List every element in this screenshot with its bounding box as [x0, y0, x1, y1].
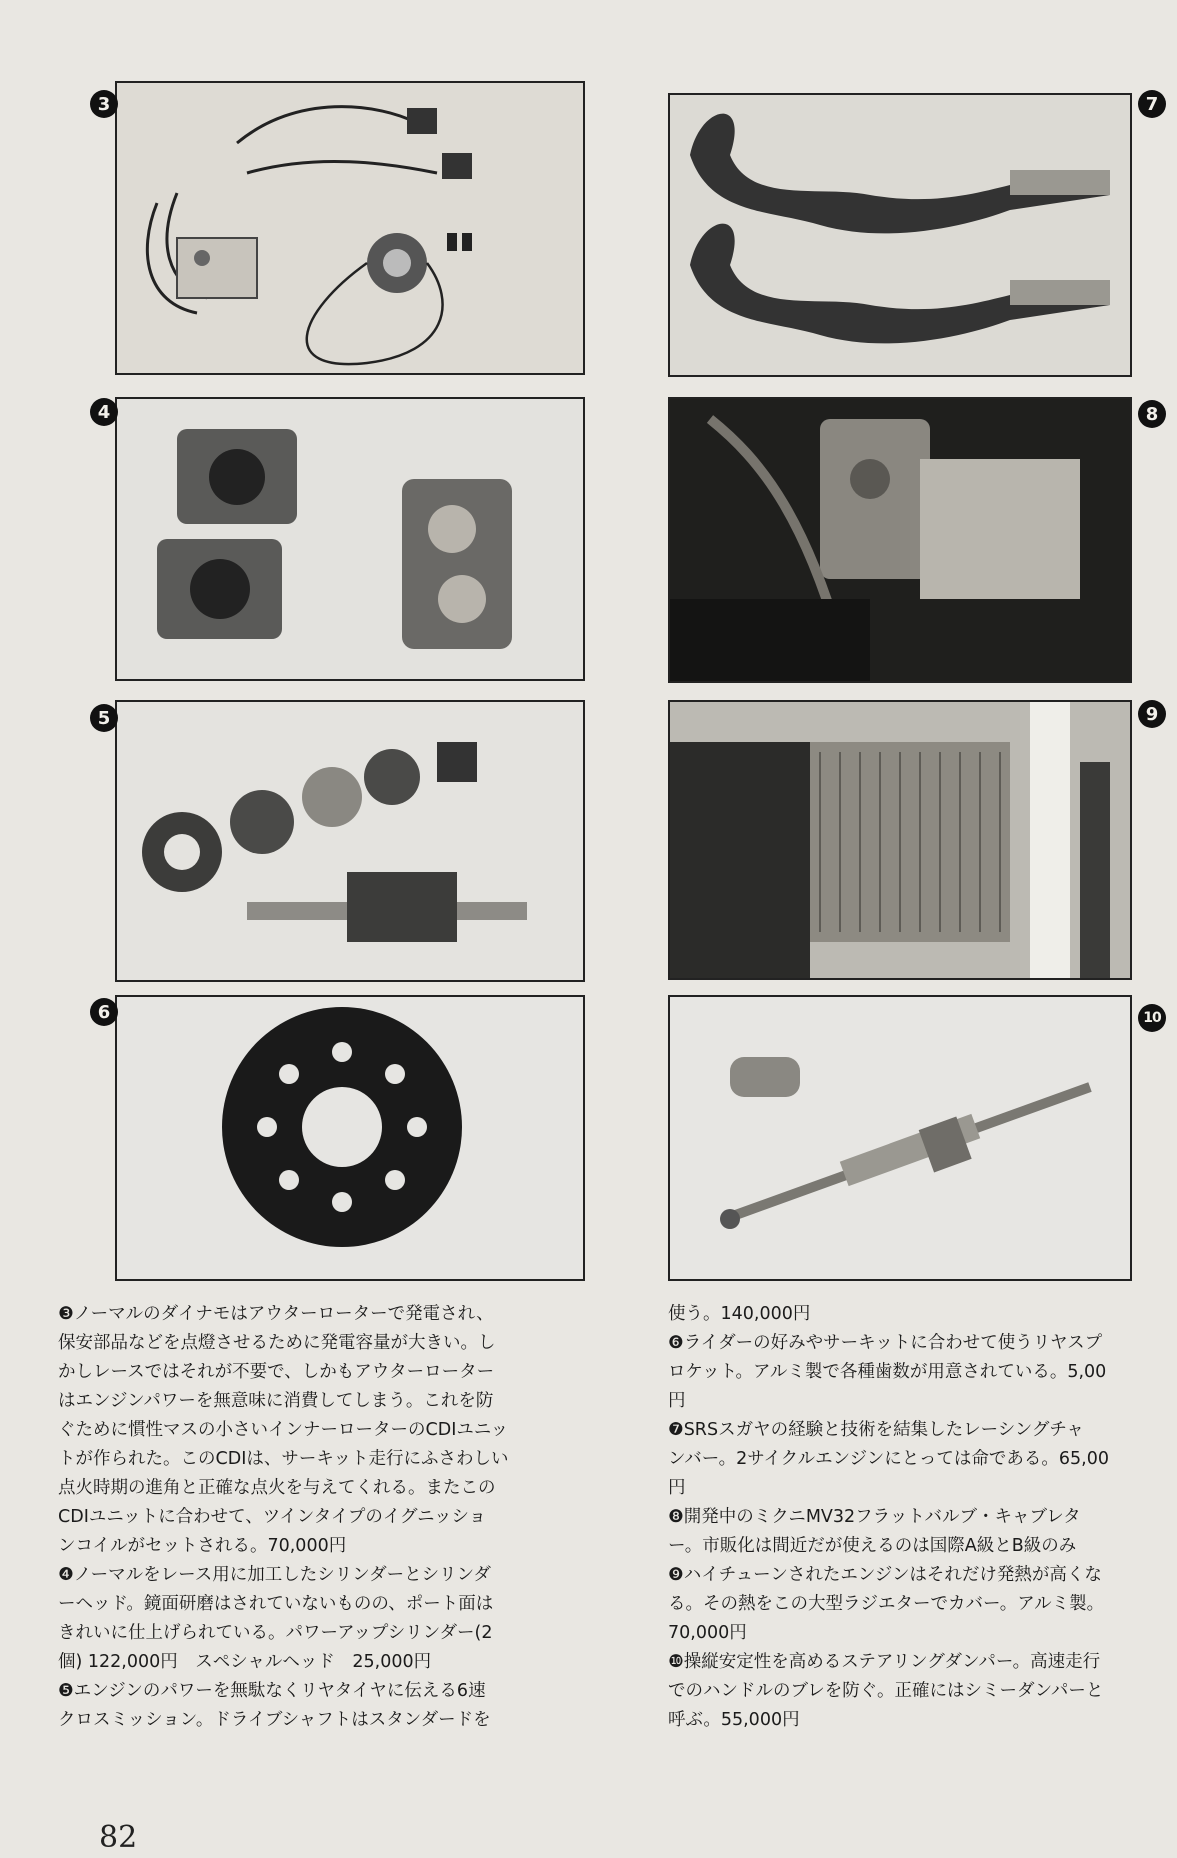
- badge-5: 5: [90, 704, 118, 732]
- caption-line: ー。市販化は間近だが使えるのは国際A級とB級のみ: [668, 1536, 1077, 1556]
- exhaust-chambers-illustration: [670, 95, 1130, 375]
- caption-line: ❻ライダーの好みやサーキットに合わせて使うリヤスプ: [668, 1333, 1103, 1353]
- caption-line: ❼SRSスガヤの経験と技術を結集したレーシングチャ: [668, 1420, 1084, 1440]
- caption-line: 使う。140,000円: [668, 1304, 811, 1324]
- caption-line: CDIユニットに合わせて、ツインタイプのイグニッショ: [58, 1507, 487, 1527]
- caption-line: ❹ノーマルをレース用に加工したシリンダーとシリンダ: [58, 1565, 491, 1585]
- caption-line: ーヘッド。鏡面研磨はされていないものの、ポート面は: [58, 1594, 494, 1614]
- caption-line: はエンジンパワーを無意味に消費してしまう。これを防: [58, 1391, 494, 1411]
- caption-line: 個) 122,000円 スペシャルヘッド 25,000円: [58, 1652, 432, 1672]
- caption-line: ❺エンジンのパワーを無駄なくリヤタイヤに伝える6速: [58, 1681, 486, 1701]
- caption-line: きれいに仕上げられている。パワーアップシリンダー(2: [58, 1623, 493, 1643]
- caption-line: 呼ぶ。55,000円: [668, 1710, 800, 1730]
- caption-line: ンバー。2サイクルエンジンにとっては命である。65,00: [668, 1449, 1109, 1469]
- badge-10: 10: [1138, 1004, 1166, 1032]
- photo-carburetor: [668, 397, 1132, 683]
- caption-line: 点火時期の進角と正確な点火を与えてくれる。またこの: [58, 1478, 496, 1498]
- caption-line: クロスミッション。ドライブシャフトはスタンダードを: [58, 1710, 491, 1730]
- right-caption: [668, 1300, 1177, 1735]
- caption-line: 70,000円: [668, 1623, 747, 1643]
- photo-transmission: [115, 700, 585, 982]
- page-number: 82: [99, 1820, 138, 1855]
- caption-line: 保安部品などを点燈させるために発電容量が大きい。し: [58, 1333, 496, 1353]
- photo-rear-sprocket: [115, 995, 585, 1281]
- radiator-illustration: [670, 702, 1130, 978]
- photo-cylinders: [115, 397, 585, 681]
- badge-4: 4: [90, 398, 118, 426]
- badge-6: 6: [90, 998, 118, 1026]
- badge-9: 9: [1138, 700, 1166, 728]
- carburetor-illustration: [670, 399, 1130, 681]
- photo-radiator: [668, 700, 1132, 980]
- caption-line: る。その熱をこの大型ラジエターでカバー。アルミ製。: [668, 1594, 1105, 1614]
- caption-line: ぐために慣性マスの小さいインナーローターのCDIユニッ: [58, 1420, 509, 1440]
- photo-steering-damper: [668, 995, 1132, 1281]
- caption-line: ❸ノーマルのダイナモはアウターローターで発電され、: [58, 1304, 494, 1324]
- caption-line: ロケット。アルミ製で各種歯数が用意されている。5,00: [668, 1362, 1107, 1382]
- badge-7: 7: [1138, 90, 1166, 118]
- steering-damper-illustration: [670, 997, 1130, 1279]
- rear-sprocket-illustration: [117, 997, 583, 1279]
- caption-line: かしレースではそれが不要で、しかもアウターローター: [58, 1362, 495, 1382]
- caption-line: ❽開発中のミクニMV32フラットバルブ・キャブレタ: [668, 1507, 1081, 1527]
- transmission-illustration: [117, 702, 583, 980]
- photo-cdi-ignition: [115, 81, 585, 375]
- badge-3: 3: [90, 90, 118, 118]
- left-caption: [58, 1300, 585, 1735]
- cylinders-illustration: [117, 399, 583, 679]
- caption-line: ンコイルがセットされる。70,000円: [58, 1536, 347, 1556]
- caption-line: ❿操縦安定性を高めるステアリングダンパー。高速走行: [668, 1652, 1101, 1672]
- caption-line: 円: [668, 1391, 686, 1411]
- cdi-ignition-illustration: [117, 83, 583, 373]
- caption-line: ❾ハイチューンされたエンジンはそれだけ発熱が高くな: [668, 1565, 1102, 1585]
- photo-exhaust-chambers: [668, 93, 1132, 377]
- caption-line: トが作られた。このCDIは、サーキット走行にふさわしい: [58, 1449, 509, 1469]
- caption-line: でのハンドルのブレを防ぐ。正確にはシミーダンパーと: [668, 1681, 1104, 1701]
- caption-line: 円: [668, 1478, 686, 1498]
- badge-8: 8: [1138, 400, 1166, 428]
